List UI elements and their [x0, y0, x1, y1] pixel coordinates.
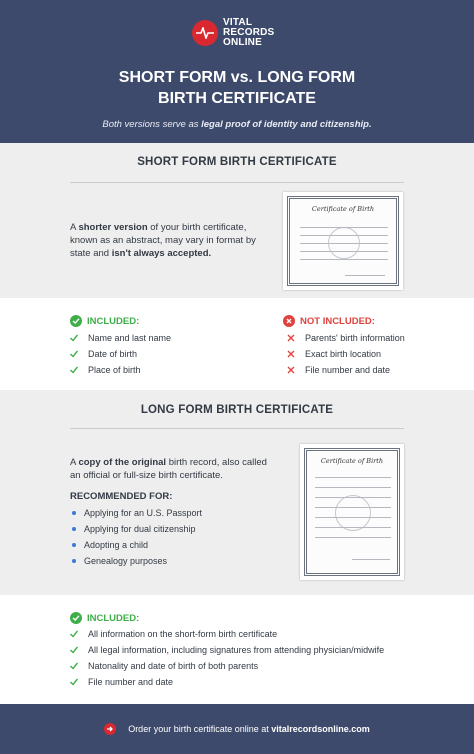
long-form-included-list [70, 626, 384, 690]
bullet-icon [72, 559, 76, 563]
list-item: Applying for an U.S. Passport [70, 505, 202, 521]
list-item: File number and date [287, 362, 405, 378]
page-title: SHORT FORM vs. LONG FORM BIRTH CERTIFICATE [118, 69, 356, 107]
cert-line [315, 507, 391, 508]
cert-line [315, 497, 391, 498]
cert-line [315, 477, 391, 478]
cert-line [315, 487, 391, 488]
long-form-description: A copy of the original birth record, also called an official or full-size birth certificate. [70, 457, 267, 481]
short-form-description: A shorter version of your birth certificate, known as an abstract, may vary in format by state and isn't always accepted. [70, 222, 256, 259]
check-icon [70, 334, 82, 342]
bullet-icon [72, 511, 76, 515]
list-item: Applying for dual citizenship [70, 521, 202, 537]
cert-line [300, 259, 388, 260]
seal-watermark [335, 495, 371, 531]
list-item: All information on the short-form birth certificate [70, 626, 384, 642]
long-form-title: LONG FORM BIRTH CERTIFICATE [140, 404, 334, 416]
recommended-list [70, 505, 202, 569]
x-circle-icon [283, 315, 295, 327]
list-item: Adopting a child [70, 537, 202, 553]
signature-line [352, 559, 390, 560]
cert-line [315, 517, 391, 518]
list-item: Date of birth [70, 346, 171, 362]
check-icon [70, 662, 82, 670]
footer-banner [0, 704, 474, 754]
bullet-icon [72, 527, 76, 531]
header-banner [0, 0, 474, 143]
list-item: Place of birth [70, 362, 171, 378]
list-item: Parents' birth information [287, 330, 405, 346]
not-included-heading: NOT INCLUDED: [283, 315, 375, 327]
bullet-icon [72, 543, 76, 547]
included-list [70, 330, 171, 378]
recommended-heading: RECOMMENDED FOR: [70, 491, 173, 502]
brand-name: VITAL RECORDS ONLINE [223, 17, 275, 48]
check-icon [70, 646, 82, 654]
list-item: Natonality and date of birth of both parents [70, 658, 384, 674]
list-item: File number and date [70, 674, 384, 690]
footer-cta[interactable]: Order your birth certificate online at vitalrecordsonline.com [128, 724, 370, 734]
cert-line [300, 227, 388, 228]
heartbeat-icon [192, 20, 218, 46]
cert-line [300, 251, 388, 252]
cert-line [300, 235, 388, 236]
tagline: Both versions serve as legal proof of identity and citizenship. [102, 119, 372, 130]
signature-line [345, 275, 385, 276]
check-icon [70, 678, 82, 686]
x-icon [287, 350, 299, 358]
x-icon [287, 366, 299, 374]
included-heading: INCLUDED: [70, 612, 139, 624]
check-circle-icon [70, 315, 82, 327]
certificate-heading: Certificate of Birth [320, 457, 384, 465]
section-divider [70, 428, 404, 429]
check-icon [70, 366, 82, 374]
brand-logo[interactable] [192, 18, 274, 48]
check-icon [70, 630, 82, 638]
list-item: All legal information, including signatures from attending physician/midwife [70, 642, 384, 658]
short-form-certificate-image [283, 192, 403, 290]
cert-line [315, 537, 391, 538]
list-item: Exact birth location [287, 346, 405, 362]
check-icon [70, 350, 82, 358]
cert-line [315, 527, 391, 528]
long-form-certificate-image [300, 444, 404, 580]
not-included-list [287, 330, 405, 378]
short-form-title: SHORT FORM BIRTH CERTIFICATE [137, 156, 337, 168]
list-item: Genealogy purposes [70, 553, 202, 569]
cert-line [300, 243, 388, 244]
section-divider [70, 182, 404, 183]
included-heading: INCLUDED: [70, 315, 139, 327]
check-circle-icon [70, 612, 82, 624]
x-icon [287, 334, 299, 342]
list-item: Name and last name [70, 330, 171, 346]
certificate-heading: Certificate of Birth [311, 205, 375, 213]
arrow-right-icon[interactable] [104, 723, 116, 735]
